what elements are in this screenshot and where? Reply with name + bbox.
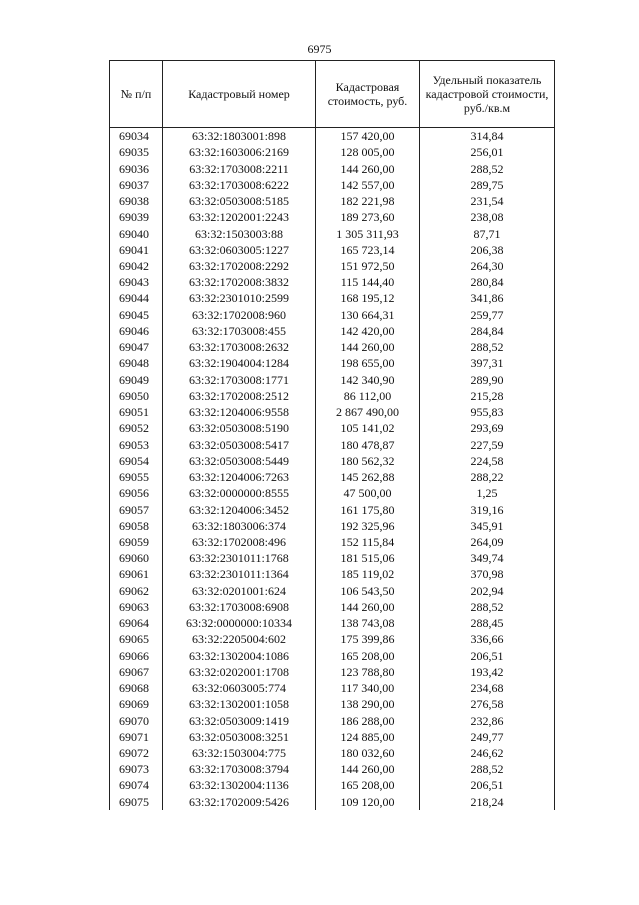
cadastral-value: 142 340,90 [316,372,420,388]
specific-value: 955,83 [420,404,555,420]
specific-value: 259,77 [420,307,555,323]
cadastral-number: 63:32:0503009:1419 [163,712,316,728]
cadastral-value: 123 788,80 [316,664,420,680]
table-row [110,631,555,647]
cadastral-number: 63:32:2301011:1768 [163,550,316,566]
row-index: 69041 [110,242,163,258]
specific-value: 288,22 [420,469,555,485]
cadastral-value: 109 120,00 [316,794,420,810]
specific-value: 276,58 [420,696,555,712]
specific-value: 314,84 [420,128,555,145]
specific-value: 319,16 [420,501,555,517]
table-row [110,209,555,225]
row-index: 69055 [110,469,163,485]
cadastral-value: 175 399,86 [316,631,420,647]
header-cadastral-number: Кадастровый номер [163,61,316,128]
table-row [110,485,555,501]
row-index: 69070 [110,712,163,728]
row-index: 69071 [110,729,163,745]
table-row [110,712,555,728]
specific-value: 246,62 [420,745,555,761]
table-row [110,696,555,712]
row-index: 69045 [110,307,163,323]
row-index: 69039 [110,209,163,225]
table-row [110,225,555,241]
specific-value: 206,38 [420,242,555,258]
table-row [110,761,555,777]
cadastral-number: 63:32:1202001:2243 [163,209,316,225]
table-row [110,501,555,517]
table-row [110,177,555,193]
row-index: 69067 [110,664,163,680]
header-index: № п/п [110,61,163,128]
specific-value: 345,91 [420,518,555,534]
cadastral-value: 138 743,08 [316,615,420,631]
table-row [110,566,555,582]
cadastral-number: 63:32:0503008:5185 [163,193,316,209]
row-index: 69058 [110,518,163,534]
table-header-row [110,61,555,128]
cadastral-value: 2 867 490,00 [316,404,420,420]
row-index: 69035 [110,144,163,160]
row-index: 69046 [110,323,163,339]
cadastral-table [109,60,555,810]
cadastral-value: 192 325,96 [316,518,420,534]
row-index: 69048 [110,355,163,371]
cadastral-number: 63:32:1702008:2292 [163,258,316,274]
specific-value: 1,25 [420,485,555,501]
specific-value: 206,51 [420,648,555,664]
row-index: 69043 [110,274,163,290]
cadastral-number: 63:32:1503003:88 [163,225,316,241]
specific-value: 224,58 [420,453,555,469]
row-index: 69042 [110,258,163,274]
cadastral-value: 144 260,00 [316,599,420,615]
cadastral-number: 63:32:1703008:2211 [163,160,316,176]
cadastral-number: 63:32:1204006:7263 [163,469,316,485]
cadastral-number: 63:32:2301010:2599 [163,290,316,306]
row-index: 69063 [110,599,163,615]
table-row [110,372,555,388]
specific-value: 341,86 [420,290,555,306]
table-row [110,599,555,615]
row-index: 69047 [110,339,163,355]
cadastral-value: 165 723,14 [316,242,420,258]
row-index: 69075 [110,794,163,810]
cadastral-value: 130 664,31 [316,307,420,323]
specific-value: 289,75 [420,177,555,193]
specific-value: 280,84 [420,274,555,290]
table-row [110,664,555,680]
cadastral-number: 63:32:1302004:1086 [163,648,316,664]
cadastral-value: 145 262,88 [316,469,420,485]
row-index: 69073 [110,761,163,777]
row-index: 69050 [110,388,163,404]
row-index: 69051 [110,404,163,420]
table-row [110,615,555,631]
cadastral-number: 63:32:1702008:3832 [163,274,316,290]
cadastral-value: 144 260,00 [316,160,420,176]
row-index: 69038 [110,193,163,209]
table-row [110,777,555,793]
cadastral-value: 144 260,00 [316,339,420,355]
cadastral-number: 63:32:1703008:6908 [163,599,316,615]
cadastral-value: 189 273,60 [316,209,420,225]
row-index: 69036 [110,160,163,176]
specific-value: 264,30 [420,258,555,274]
row-index: 69062 [110,583,163,599]
row-index: 69066 [110,648,163,664]
row-index: 69069 [110,696,163,712]
cadastral-value: 152 115,84 [316,534,420,550]
cadastral-value: 198 655,00 [316,355,420,371]
table-row [110,745,555,761]
row-index: 69068 [110,680,163,696]
cadastral-number: 63:32:1503004:775 [163,745,316,761]
specific-value: 370,98 [420,566,555,582]
header-specific-value: Удельный показатель кадастровой стоимости, руб./кв.м [420,61,555,128]
cadastral-value: 180 478,87 [316,436,420,452]
row-index: 69064 [110,615,163,631]
cadastral-value: 151 972,50 [316,258,420,274]
specific-value: 293,69 [420,420,555,436]
specific-value: 218,24 [420,794,555,810]
cadastral-number: 63:32:0503008:5417 [163,436,316,452]
row-index: 69065 [110,631,163,647]
specific-value: 256,01 [420,144,555,160]
cadastral-value: 138 290,00 [316,696,420,712]
table-row [110,729,555,745]
cadastral-value: 86 112,00 [316,388,420,404]
cadastral-number: 63:32:0503008:5449 [163,453,316,469]
specific-value: 288,52 [420,339,555,355]
table-row [110,242,555,258]
table-row [110,323,555,339]
table-row [110,469,555,485]
cadastral-number: 63:32:1703008:1771 [163,372,316,388]
cadastral-value: 157 420,00 [316,128,420,145]
specific-value: 288,52 [420,160,555,176]
cadastral-value: 185 119,02 [316,566,420,582]
specific-value: 264,09 [420,534,555,550]
table-row [110,550,555,566]
specific-value: 288,52 [420,761,555,777]
header-cadastral-value: Кадастровая стоимость, руб. [316,61,420,128]
cadastral-value: 168 195,12 [316,290,420,306]
cadastral-value: 47 500,00 [316,485,420,501]
specific-value: 215,28 [420,388,555,404]
cadastral-value: 144 260,00 [316,761,420,777]
table-row [110,518,555,534]
cadastral-value: 180 032,60 [316,745,420,761]
cadastral-value: 165 208,00 [316,777,420,793]
cadastral-value: 180 562,32 [316,453,420,469]
specific-value: 288,52 [420,599,555,615]
row-index: 69053 [110,436,163,452]
cadastral-number: 63:32:0503008:3251 [163,729,316,745]
cadastral-number: 63:32:1702008:496 [163,534,316,550]
table-row [110,355,555,371]
table-row [110,128,555,145]
table-row [110,193,555,209]
specific-value: 284,84 [420,323,555,339]
row-index: 69057 [110,501,163,517]
specific-value: 234,68 [420,680,555,696]
specific-value: 249,77 [420,729,555,745]
table-row [110,388,555,404]
cadastral-value: 128 005,00 [316,144,420,160]
cadastral-number: 63:32:0000000:8555 [163,485,316,501]
specific-value: 231,54 [420,193,555,209]
specific-value: 232,86 [420,712,555,728]
cadastral-value: 181 515,06 [316,550,420,566]
cadastral-number: 63:32:1703008:455 [163,323,316,339]
table-row [110,144,555,160]
table-row [110,583,555,599]
row-index: 69061 [110,566,163,582]
table-row [110,160,555,176]
cadastral-value: 106 543,50 [316,583,420,599]
cadastral-value: 186 288,00 [316,712,420,728]
table-row [110,436,555,452]
table-row [110,648,555,664]
specific-value: 288,45 [420,615,555,631]
table-row [110,534,555,550]
cadastral-number: 63:32:0202001:1708 [163,664,316,680]
row-index: 69072 [110,745,163,761]
row-index: 69040 [110,225,163,241]
cadastral-number: 63:32:1703008:3794 [163,761,316,777]
row-index: 69056 [110,485,163,501]
cadastral-value: 105 141,02 [316,420,420,436]
cadastral-number: 63:32:0603005:1227 [163,242,316,258]
cadastral-number: 63:32:1702009:5426 [163,794,316,810]
cadastral-value: 142 420,00 [316,323,420,339]
cadastral-value: 1 305 311,93 [316,225,420,241]
cadastral-value: 142 557,00 [316,177,420,193]
row-index: 69034 [110,128,163,145]
cadastral-number: 63:32:1703008:2632 [163,339,316,355]
page-number: 6975 [307,42,332,56]
table-row [110,453,555,469]
specific-value: 336,66 [420,631,555,647]
cadastral-number: 63:32:1803006:374 [163,518,316,534]
specific-value: 87,71 [420,225,555,241]
cadastral-number: 63:32:1204006:9558 [163,404,316,420]
cadastral-number: 63:32:1603006:2169 [163,144,316,160]
table-row [110,420,555,436]
cadastral-number: 63:32:1204006:3452 [163,501,316,517]
cadastral-number: 63:32:0503008:5190 [163,420,316,436]
cadastral-value: 182 221,98 [316,193,420,209]
cadastral-number: 63:32:0201001:624 [163,583,316,599]
specific-value: 193,42 [420,664,555,680]
table-row [110,274,555,290]
row-index: 69049 [110,372,163,388]
cadastral-value: 161 175,80 [316,501,420,517]
specific-value: 349,74 [420,550,555,566]
row-index: 69037 [110,177,163,193]
table-row [110,680,555,696]
table-row [110,307,555,323]
cadastral-number: 63:32:0603005:774 [163,680,316,696]
cadastral-number: 63:32:2301011:1364 [163,566,316,582]
row-index: 69054 [110,453,163,469]
cadastral-number: 63:32:1302004:1136 [163,777,316,793]
specific-value: 397,31 [420,355,555,371]
cadastral-value: 124 885,00 [316,729,420,745]
specific-value: 238,08 [420,209,555,225]
row-index: 69052 [110,420,163,436]
cadastral-number: 63:32:1904004:1284 [163,355,316,371]
specific-value: 289,90 [420,372,555,388]
cadastral-number: 63:32:0000000:10334 [163,615,316,631]
cadastral-number: 63:32:1702008:2512 [163,388,316,404]
cadastral-number: 63:32:1702008:960 [163,307,316,323]
cadastral-value: 117 340,00 [316,680,420,696]
row-index: 69074 [110,777,163,793]
cadastral-value: 165 208,00 [316,648,420,664]
table-row [110,404,555,420]
table-row [110,258,555,274]
cadastral-number: 63:32:1703008:6222 [163,177,316,193]
specific-value: 202,94 [420,583,555,599]
row-index: 69060 [110,550,163,566]
table-row [110,794,555,810]
cadastral-number: 63:32:1302001:1058 [163,696,316,712]
table-row [110,339,555,355]
row-index: 69044 [110,290,163,306]
specific-value: 227,59 [420,436,555,452]
row-index: 69059 [110,534,163,550]
cadastral-number: 63:32:2205004:602 [163,631,316,647]
cadastral-value: 115 144,40 [316,274,420,290]
cadastral-number: 63:32:1803001:898 [163,128,316,145]
specific-value: 206,51 [420,777,555,793]
table-row [110,290,555,306]
